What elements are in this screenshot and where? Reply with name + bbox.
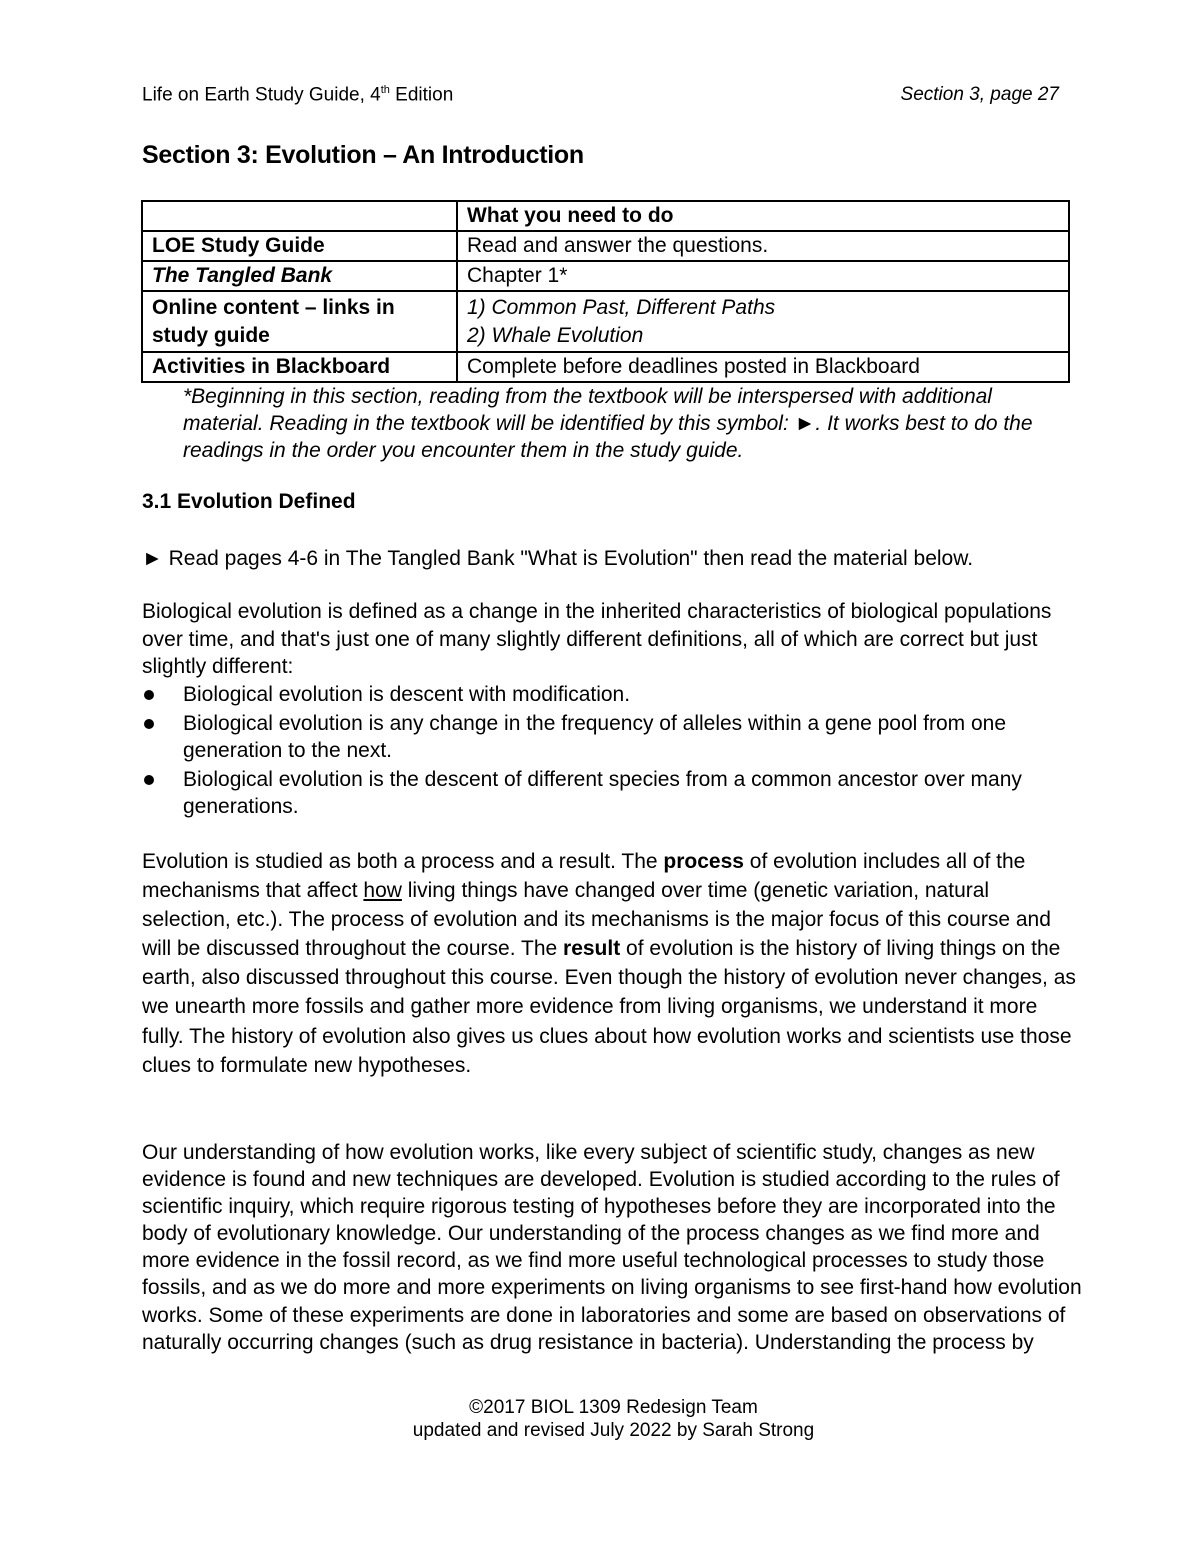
- text-run: living things have changed over time (genetic variation, natural selection, etc.). The process of evolution and its mechanisms is the major focus of this course and will be discussed throughout the course. The: [142, 879, 1051, 961]
- list-item-text: Biological evolution is descent with modification.: [183, 683, 631, 706]
- reading-note: *Beginning in this section, reading from the textbook will be interspersed with additional material. Reading in the textbook will be identified by this symbol: ►. It works best to do the readings in the order you encounter them in the study guide.: [183, 385, 1033, 462]
- underlined-term-how: how: [363, 879, 402, 903]
- footer-copyright: ©2017 BIOL 1309 Redesign Team: [469, 1397, 758, 1418]
- table-row: [142, 261, 1069, 291]
- text-run: Evolution is studied as both a process and a result. The: [142, 850, 664, 873]
- list-item: [142, 766, 1072, 821]
- table-row-value: Chapter 1*: [457, 261, 1069, 291]
- text-run: of evolution is the history of living things on the earth, also discussed throughout this course. Even though the history of evolution never changes, as we unearth more fossils and gather more evidence from living organisms, we understand it more fully. The history of evolution also gives us clues about how evolution works and scientists use those clues to formulate new hypotheses.: [142, 937, 1076, 1077]
- table-row-value: [457, 291, 1069, 352]
- page-number: Section 3, page 27: [900, 84, 1059, 105]
- list-item: [142, 710, 1072, 765]
- text-run: of evolution includes all of the mechanisms that affect: [142, 850, 1026, 903]
- table-row: [142, 352, 1069, 382]
- requirements-table: [141, 200, 1070, 383]
- table-header-row: [142, 201, 1069, 231]
- list-item-text: Biological evolution is any change in the frequency of alleles within a gene pool from one generation to the next.: [183, 711, 1007, 762]
- understanding-paragraph: Our understanding of how evolution works, like every subject of scientific study, changes as new evidence is found and new techniques are developed. Evolution is studied according to the rules of scientific inquiry, which require rigorous testing of hypotheses before they are incorporated into the body of evolutionary knowledge. Our understanding of the process changes as we find more and more evidence in the fossil record, as we find more useful technological processes to study those fossils, and as we do more and more experiments on living organisms to see first-hand how evolution works. Some of these experiments are done in laboratories and some are based on observations of naturally occurring changes (such as drug resistance in bacteria). Understanding the process by: [142, 1141, 1082, 1354]
- table-row: [142, 291, 1069, 352]
- table-row-value: Complete before deadlines posted in Blackboard: [457, 352, 1069, 382]
- table-header-cell: What you need to do: [457, 201, 1069, 231]
- footer-revision: updated and revised July 2022 by Sarah Strong: [412, 1420, 815, 1441]
- header-title: Life on Earth Study Guide, 4: [142, 84, 381, 106]
- table-row: [142, 231, 1069, 261]
- online-link-common-past: 1) Common Past, Different Paths: [467, 296, 776, 319]
- bold-term-result: result: [563, 937, 621, 961]
- table-cell: [142, 201, 457, 231]
- table-row-value: Read and answer the questions.: [457, 231, 1069, 261]
- definition-list: [142, 681, 1072, 822]
- bullet-icon: [144, 775, 154, 785]
- page-header-left: [142, 84, 453, 106]
- read-instruction: ► Read pages 4-6 in The Tangled Bank "What is Evolution" then read the material below.: [142, 547, 974, 570]
- list-item-text: Biological evolution is the descent of different species from a common ancestor over many generations.: [183, 767, 1022, 818]
- page-footer: [0, 1396, 1200, 1442]
- bullet-icon: [144, 690, 154, 700]
- table-row-label: The Tangled Bank: [142, 261, 457, 291]
- table-row-label: Online content – links in study guide: [142, 291, 457, 352]
- header-title-suffix: Edition: [389, 84, 454, 106]
- intro-paragraph: Biological evolution is defined as a change in the inherited characteristics of biological populations over time, and that's just one of many slightly different definitions, all of which are correct but just slightly different:: [142, 600, 1052, 678]
- list-item: [142, 681, 1072, 709]
- process-paragraph: [142, 847, 1082, 1080]
- online-link-whale-evolution: 2) Whale Evolution: [467, 324, 644, 347]
- bullet-icon: [144, 719, 154, 729]
- section-heading: 3.1 Evolution Defined: [142, 490, 356, 513]
- table-row-label: Activities in Blackboard: [142, 352, 457, 382]
- bold-term-process: process: [663, 850, 744, 873]
- header-superscript: th: [380, 84, 390, 96]
- page-title: Section 3: Evolution – An Introduction: [142, 141, 584, 169]
- table-row-label: LOE Study Guide: [142, 231, 457, 261]
